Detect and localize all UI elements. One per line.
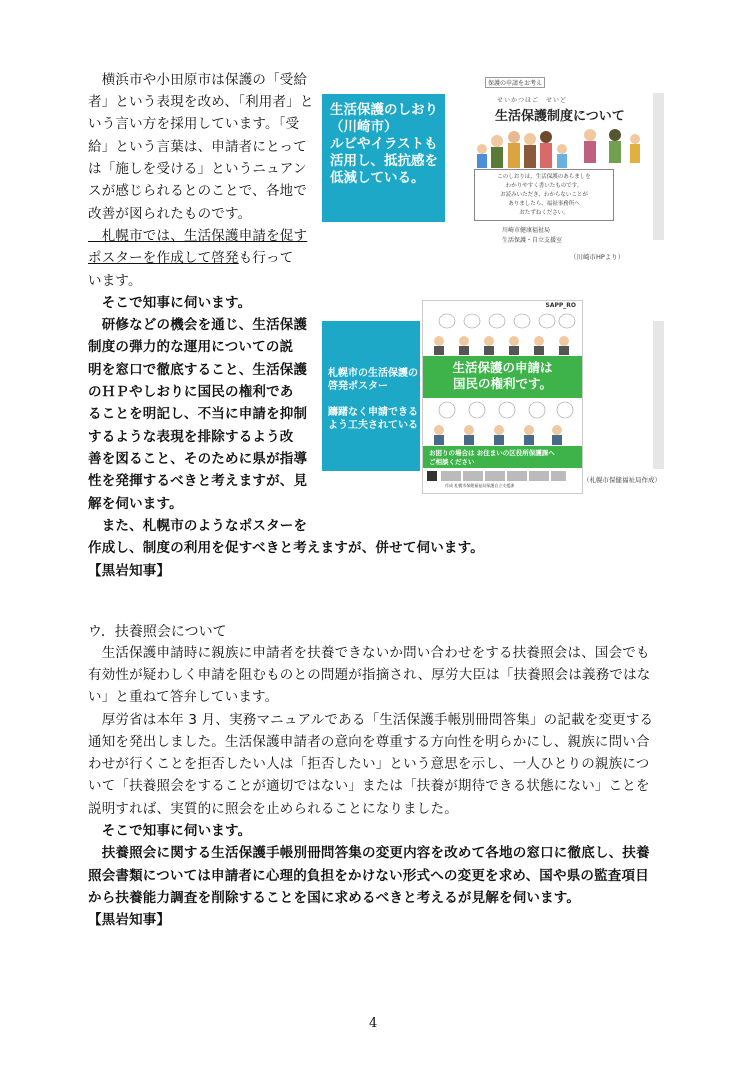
- sapporo-underlined-text: 札幌市では、生活保護申請を促す: [88, 228, 308, 244]
- text-line: 給」という言葉は、申請者にとって: [88, 139, 307, 155]
- figure-caption: （川崎市HPより）: [570, 253, 625, 261]
- text-line: 通知を発出しました。生活保護申請者の意向を尊重する方向性を明らかにし、親族に問い合: [88, 734, 650, 750]
- headline-line: 生活保護の申請は: [452, 360, 553, 375]
- sapporo-callout: [322, 321, 420, 471]
- booklet-title: 生活保護制度について: [495, 109, 625, 124]
- booklet-text: おたずねください。: [519, 210, 569, 216]
- booklet-tag: 保護の申請をお考え: [485, 77, 545, 88]
- booklet-text-box: [474, 169, 614, 221]
- ask-governor-line: そこで知事に伺います。: [88, 295, 252, 311]
- text-line: [88, 248, 294, 268]
- contact-text: お困りの場合は お住まいの区役所保護課へ: [429, 449, 555, 457]
- callout-line: 活用し、抵抗感を: [330, 153, 438, 169]
- text-line: 横浜市や小田原市は保護の「受給: [88, 72, 308, 88]
- headline-line: 国民の権利です。: [452, 376, 552, 391]
- question-line: 明を窓口で徹底すること、生活保護: [88, 362, 308, 378]
- callout-line: 低減している。: [330, 170, 425, 186]
- answer-tag: 【黒岩知事】: [88, 912, 171, 928]
- question-line: のＨＰやしおりに国民の権利であ: [88, 384, 294, 400]
- section-heading: ウ．扶養照会について: [88, 624, 227, 640]
- question-line: また、札幌市のようなポスターを: [88, 518, 308, 534]
- question-line: ることを明記し、不当に申請を抑制: [88, 406, 308, 422]
- gray-strip: [653, 93, 664, 240]
- text-line: は「施しを受ける」というニュアン: [88, 161, 307, 177]
- text-line: 者」という表現を改め、「利用者」と: [88, 94, 314, 110]
- ask-governor-line: そこで知事に伺います。: [88, 823, 252, 839]
- booklet-org: 川崎市健康福祉局: [502, 227, 551, 234]
- question-line: から扶養能力調査を削除することを国に求めるべきと考えるが見解を伺います。: [88, 890, 581, 906]
- callout-line: ルビやイラストも: [330, 136, 438, 152]
- booklet-text: ありましたら、福祉事務所へ: [508, 201, 580, 207]
- question-line: 作成し、制度の利用を促すべきと考えますが、併せて伺います。: [88, 540, 484, 556]
- people-illustrations: [427, 311, 577, 355]
- people-illustrations-lower: [427, 400, 577, 445]
- gray-strip: [653, 321, 664, 469]
- text-span: も行って: [238, 250, 294, 266]
- text-line: 説明すれば、実質的に照会を止められることになりました。: [88, 801, 458, 817]
- question-line: するような表現を排除するよう改: [88, 429, 294, 445]
- text-line: 有効性が疑わしく申請を阻むものとの問題が指摘され、厚労大臣は「扶養照会は義務ではな: [88, 667, 651, 683]
- question-line: 研修などの機会を通じ、生活保護: [88, 317, 308, 333]
- booklet-ruby: せいかつほご せいど: [497, 97, 568, 104]
- sapporo-logo-text: SAPP_RO: [545, 302, 576, 309]
- question-line: 性を発揮するべきと考えますが、見: [88, 473, 308, 489]
- booklet-text: わかりやすく書いたものです。: [505, 183, 583, 189]
- question-line: 制度の弾力的な運用についての説: [88, 339, 294, 355]
- text-line: スが感じられるとのことで、各地で: [88, 183, 307, 199]
- callout-line: 啓発ポスター: [328, 381, 388, 392]
- callout-line: よう工夫されている: [328, 420, 418, 431]
- poster-headline: [423, 356, 582, 398]
- kawasaki-booklet-image: [457, 77, 653, 245]
- booklet-org: 生活保護・自立支援室: [502, 237, 563, 244]
- poster-footer: 作成 札幌市保健福祉局保護自立支援課: [445, 483, 515, 488]
- text-line: 生活保護申請時に親族に申請者を扶養できないか問い合わせをする扶養照会は、国会でも: [88, 645, 650, 661]
- text-line: 改善が図られたものです。: [88, 206, 252, 222]
- callout-line: 札幌市の生活保護の: [328, 368, 418, 379]
- figure-caption: （札幌市保健福祉局作成）: [583, 476, 661, 484]
- callout-line: （川崎市）: [330, 119, 398, 135]
- qr-code-icon: [427, 471, 437, 481]
- text-line: 厚労省は本年 3 月、実務マニュアルである「生活保護手帳別冊問答集」の記載を変更する: [88, 712, 654, 728]
- page-number: 4: [369, 1016, 378, 1031]
- callout-line: 生活保護のしおり: [330, 102, 438, 118]
- question-line: 解を伺います。: [88, 496, 183, 512]
- callout-line: [328, 393, 418, 406]
- kawasaki-callout: [322, 94, 445, 222]
- greeting-figures: [575, 125, 645, 165]
- text-line: いう言い方を採用しています。「受: [88, 116, 300, 132]
- question-line: 善を図ること、そのために県が指導: [88, 451, 308, 467]
- family-illustration: [472, 123, 572, 169]
- text-line: います。: [88, 273, 142, 289]
- text-line: い」と重ねて答弁しています。: [88, 689, 279, 705]
- text-line: いて「扶養照会をすることが適切ではない」または「扶養が期待できる状態にない」ことを: [88, 778, 650, 794]
- contact-text: ご相談ください: [429, 458, 475, 466]
- booklet-text: お読みいただき、わからないことが: [500, 192, 588, 198]
- answer-tag: 【黒岩知事】: [88, 563, 171, 579]
- question-line: 扶養照会に関する生活保護手帳別冊問答集の変更内容を改めて各地の窓口に徹底し、扶養: [88, 845, 650, 861]
- question-line: 照会書類については申請者に心理的負担をかけない形式への変更を求め、国や県の監査項目: [88, 868, 649, 884]
- sapporo-underlined-text: ポスターを作成して啓発: [88, 250, 239, 266]
- booklet-text: このしおりは、生活保護のあらましを: [497, 174, 591, 180]
- sapporo-poster-image: [422, 300, 583, 494]
- callout-line: 躊躇なく申請できる: [328, 407, 418, 418]
- text-line: わせが行くことを拒否したい人は「拒否したい」という意思を示し、一人ひとりの親族につ: [88, 756, 650, 772]
- phone-table: [441, 471, 566, 481]
